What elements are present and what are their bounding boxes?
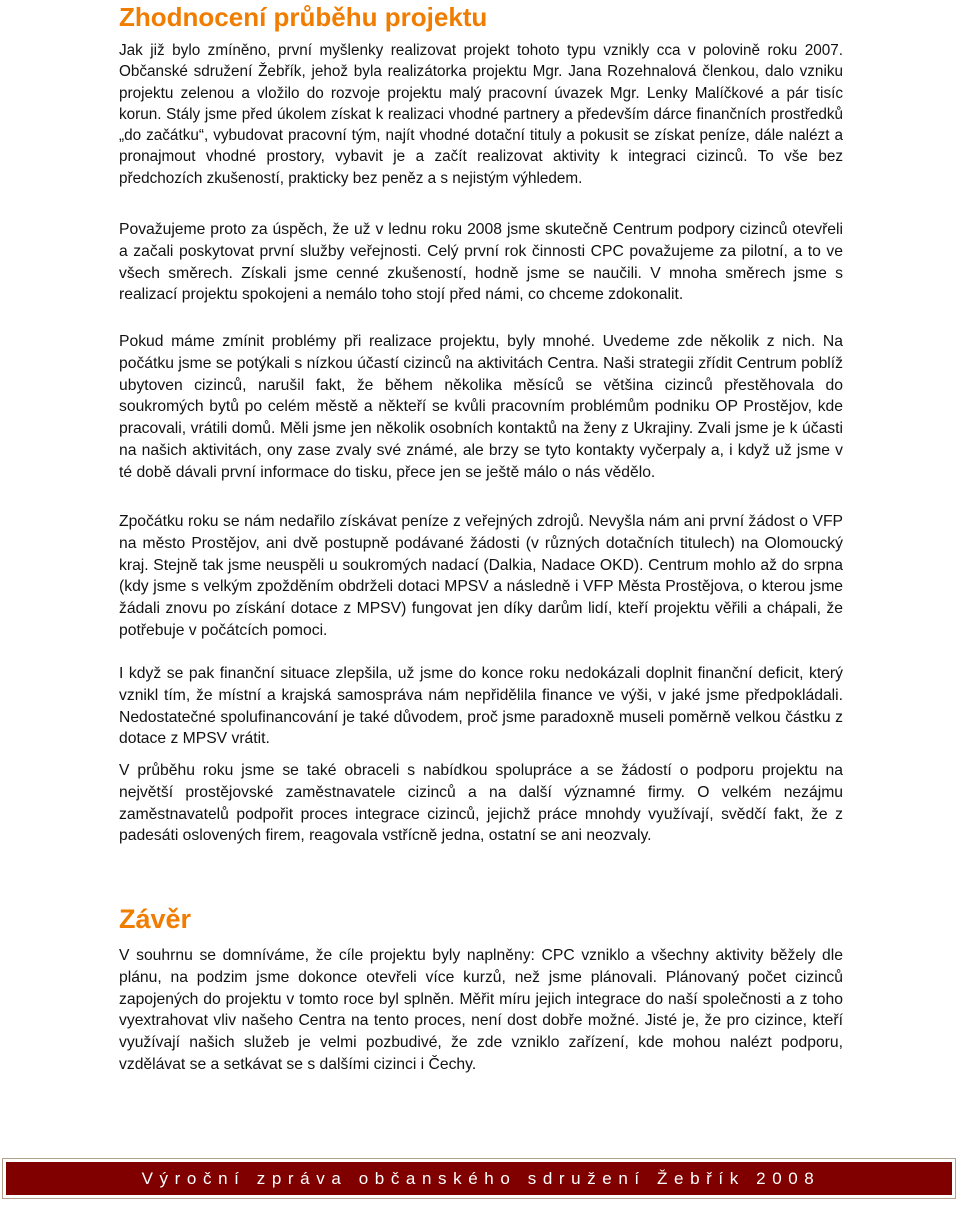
paragraph-intro: Jak již bylo zmíněno, první myšlenky realizovat projekt tohoto typu vznikly cca v polovině roku 2007. Občanské sdružení Žebřík, jehož byla realizátorka projektu Mgr. Jana Rozehnalová členkou, dalo vzniku projektu zelenou a vložilo do rozvoje projektu malý pracovní úvazek Mgr. Lenky Malíčkové a pár tisíc korun. Stály jsme před úkolem získat k realizaci vhodné partnery a především dárce finančních prostředků „do začátku“, vybudovat pracovní tým, najít vhodné dotační tituly a pokusit se získat peníze, dále nalézt a pronajmout vhodné prostory, vybavit je a začít realizovat aktivity k integraci cizinců. To vše bez předchozích zkušeností, prakticky bez peněz a s nejistým výhledem. bbox=[119, 42, 843, 187]
page-footer bbox=[2, 1158, 956, 1199]
paragraph-conclusion: V souhrnu se domníváme, že cíle projektu byly naplněny: CPC vzniklo a všechny aktivity běžely dle plánu, na podzim jsme dokonce otevřeli více kurzů, než jsme plánovali. Plánovaný počet cizinců zapojených do projektu v tomto roce byl splněn. Měřit míru jejich integrace do naší společnosti a z toho vyextrahovat vliv našeho Centra na tento proces, není dost dobře možné. Jisté je, že pro cizince, kteří využívají našich služeb je velmi pozbudivé, že zde vzniklo zařízení, kde mohou nalézt podporu, vzdělávat se a setkávat se s dalšími cizinci i Čechy. bbox=[119, 947, 843, 1073]
paragraph-success: Považujeme proto za úspěch, že už v lednu roku 2008 jsme skutečně Centrum podpory cizinců otevřeli a začali poskytovat první služby veřejnosti. Celý první rok činnosti CPC považujeme za pilotní, a to ve všech směrech. Získali jsme cenné zkušeností, hodně jsme se naučili. V mnoha směrech jsme s realizací projektu spokojeni a nemálo toho stojí před námi, co chceme zdokonalit. bbox=[119, 221, 843, 304]
paragraph-employers: V průběhu roku jsme se také obraceli s nabídkou spolupráce a se žádostí o podporu projektu na největší prostějovské zaměstnavatele cizinců a na další významné firmy. O velkém nezájmu zaměstnavatelů podpořit proces integrace cizinců, jejichž práce mnohdy využívají, svědčí fakt, že z padesáti oslovených firem, reagovala vstřícně jedna, ostatní se ani neozvaly. bbox=[119, 762, 843, 845]
section-heading-conclusion: Závěr bbox=[119, 904, 192, 934]
footer-banner bbox=[6, 1162, 952, 1195]
footer-text: Výroční zpráva občanského sdružení Žebřík 2008 bbox=[141, 1168, 821, 1188]
paragraph-deficit: I když se pak finanční situace zlepšila, už jsme do konce roku nedokázali doplnit finanční deficit, který vznikl tím, že místní a krajská samospráva nám nepřidělila finance ve výši, v jaké jsme předpokládali. Nedostatečné spolufinancování je také důvodem, proč jsme paradoxně museli poměrně velkou částku z dotace z MPSV vrátit. bbox=[119, 665, 843, 748]
paragraph-funding: Zpočátku roku se nám nedařilo získávat peníze z veřejných zdrojů. Nevyšla nám ani první žádost o VFP na město Prostějov, ani dvě postupně podávané žádosti (v různých dotačních titulech) na Olomoucký kraj. Stejně tak jsme neuspěli u soukromých nadací (Dalkia, Nadace OKD). Centrum mohlo až do srpna (kdy jsme s velkým zpožděním obdrželi dotaci MPSV a následně i VFP Města Prostějova, o kterou jsme žádali znovu po získání dotace z MPSV) fungovat jen díky darům lidí, kteří projektu věřili a chápali, že potřebuje v počátcích pomoci. bbox=[119, 513, 843, 639]
paragraph-problems: Pokud máme zmínit problémy při realizace projektu, byly mnohé. Uvedeme zde několik z nich. Na počátku jsme se potýkali s nízkou účastí cizinců na aktivitách Centra. Naši strategii zřídit Centrum poblíž ubytoven cizinců, narušil fakt, že během několika měsíců se většina cizinců přestěhovala do soukromých bytů po celém městě a někteří se kvůli pracovním problémům podniku OP Prostějov, kde pracovali, vrátili domů. Měli jsme jen několik osobních kontaktů na ženy z Ukrajiny. Zvali jsme je k účasti na našich aktivitách, ony zase zvaly své známé, ale brzy se tyto kontakty vyčerpaly a, i když už jsme v té době dávali první informace do tisku, přece jen se ještě málo o nás vědělo. bbox=[119, 333, 843, 481]
section-heading-evaluation: Zhodnocení průběhu projektu bbox=[119, 2, 488, 32]
